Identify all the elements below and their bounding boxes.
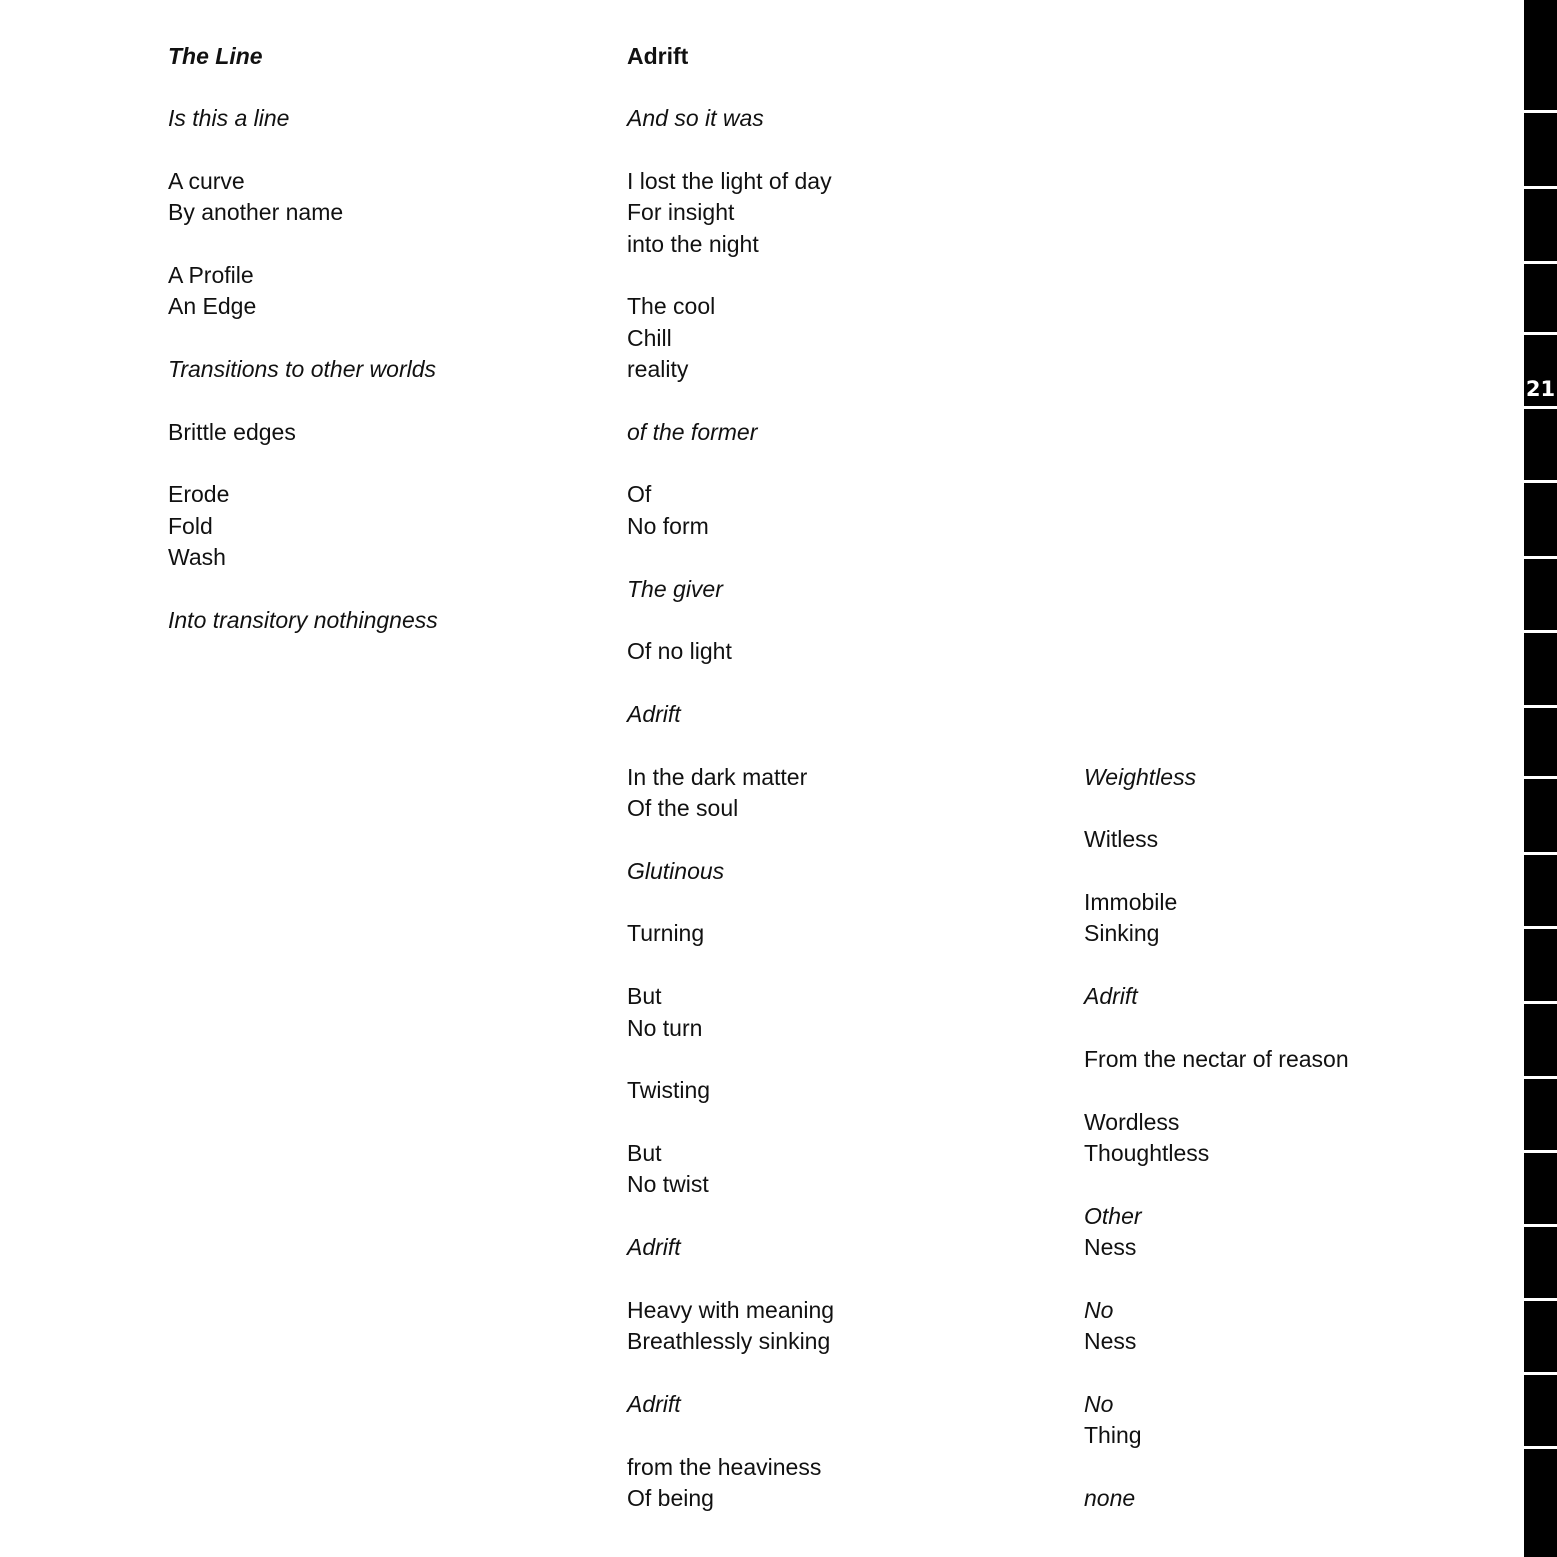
edge-tick <box>1524 1372 1557 1375</box>
poem-line: The cool <box>627 293 716 319</box>
poem-line: But <box>627 983 662 1009</box>
poem-line: By another name <box>168 199 344 225</box>
edge-tick <box>1524 186 1557 189</box>
page-edge-strip <box>1524 0 1557 1557</box>
poem-line: For insight <box>627 199 735 225</box>
poem-line: Heavy with meaning <box>627 1297 835 1323</box>
poem-line: Of no light <box>627 638 732 664</box>
poem-line: No turn <box>627 1015 703 1041</box>
edge-tick <box>1524 1001 1557 1004</box>
poem-line: Adrift <box>627 701 681 727</box>
poem-line: Erode <box>168 481 230 507</box>
poem-line: Other <box>1084 1203 1142 1229</box>
poem-line: Thoughtless <box>1084 1140 1210 1166</box>
poem-line: The giver <box>627 576 723 602</box>
poem-line: of the former <box>627 419 758 445</box>
poem-line: Fold <box>168 513 213 539</box>
edge-tick <box>1524 261 1557 264</box>
poem-line: Immobile <box>1084 889 1178 915</box>
edge-tick <box>1524 1298 1557 1301</box>
poem-line: Adrift <box>1084 983 1138 1009</box>
poem-line: Adrift <box>627 1234 681 1260</box>
poem-line: Brittle edges <box>168 419 296 445</box>
poem-line: Of being <box>627 1485 714 1511</box>
poem-line: Of <box>627 481 652 507</box>
poem-line: Thing <box>1084 1422 1142 1448</box>
poem-line: A curve <box>168 168 245 194</box>
edge-tick <box>1524 1076 1557 1079</box>
edge-tick <box>1524 926 1557 929</box>
page-number: 21 <box>1525 377 1556 401</box>
poem-line: And so it was <box>627 105 764 131</box>
edge-tick <box>1524 776 1557 779</box>
poem-line: No twist <box>627 1171 709 1197</box>
poem-line: No <box>1084 1391 1114 1417</box>
edge-tick <box>1524 110 1557 113</box>
poem-title: Adrift <box>627 43 689 69</box>
edge-tick <box>1524 630 1557 633</box>
poem-line: Glutinous <box>627 858 725 884</box>
poem-line: But <box>627 1140 662 1166</box>
poem-line: Is this a line <box>168 105 290 131</box>
poem-line: Adrift <box>627 1391 681 1417</box>
poem-line: Ness <box>1084 1234 1137 1260</box>
edge-tick <box>1524 705 1557 708</box>
poem-line: Turning <box>627 920 705 946</box>
poem-line: Sinking <box>1084 920 1160 946</box>
edge-tick <box>1524 332 1557 335</box>
poem-line: Transitions to other worlds <box>168 356 437 382</box>
poem-line: Witless <box>1084 826 1159 852</box>
poem-line: into the night <box>627 231 759 257</box>
poem-line: Weightless <box>1084 764 1197 790</box>
edge-tick <box>1524 1150 1557 1153</box>
edge-tick <box>1524 1224 1557 1227</box>
poem-line: Ness <box>1084 1328 1137 1354</box>
edge-tick <box>1524 1446 1557 1449</box>
poem-line: Wash <box>168 544 226 570</box>
edge-tick <box>1524 556 1557 559</box>
poem-line: Breathlessly sinking <box>627 1328 831 1354</box>
poem-line: An Edge <box>168 293 257 319</box>
poem-line: reality <box>627 356 689 382</box>
poem-line: In the dark matter <box>627 764 808 790</box>
poem-line: Twisting <box>627 1077 711 1103</box>
edge-tick <box>1524 406 1557 409</box>
edge-tick <box>1524 852 1557 855</box>
poem-line: from the heaviness <box>627 1454 822 1480</box>
edge-tick <box>1524 480 1557 483</box>
poem-line: Wordless <box>1084 1109 1180 1135</box>
poem-line: Into transitory nothingness <box>168 607 438 633</box>
poem-line: Chill <box>627 325 672 351</box>
poem-line: none <box>1084 1485 1136 1511</box>
poem-line: A Profile <box>168 262 254 288</box>
poem-line: No <box>1084 1297 1114 1323</box>
poem-title: The Line <box>168 43 263 69</box>
poem-line: No form <box>627 513 709 539</box>
poem-line: I lost the light of day <box>627 168 832 194</box>
poem-line: Of the soul <box>627 795 739 821</box>
poem-line: From the nectar of reason <box>1084 1046 1349 1072</box>
